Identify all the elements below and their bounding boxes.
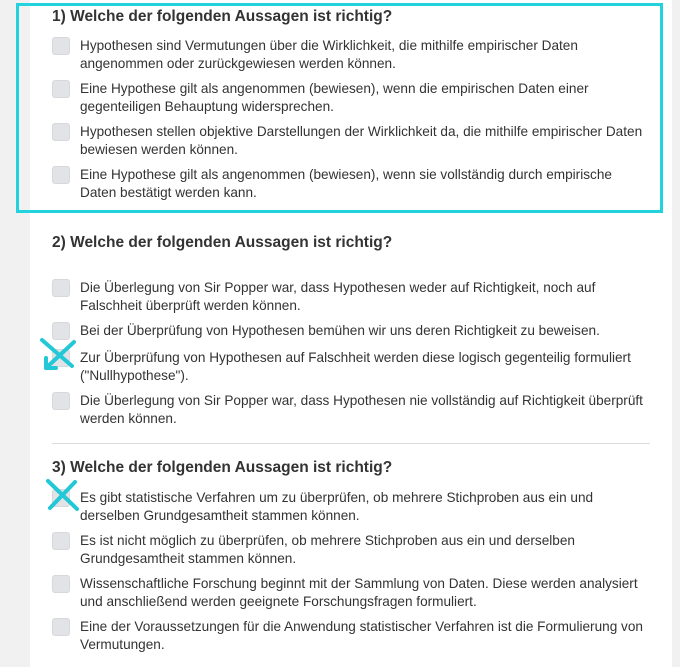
- answer-text: Wissenschaftliche Forschung beginnt mit der Sammlung von Daten. Diese werden analysiert und anschließend werden geeignete Forschungsfragen formuliert.: [80, 576, 638, 609]
- question-divider: [52, 443, 650, 444]
- answer-text: Hypothesen sind Vermutungen über die Wirklichkeit, die mithilfe empirischer Daten angenommen oder zurückgewiesen werden können.: [80, 38, 578, 71]
- answer-text: Eine Hypothese gilt als angenommen (bewiesen), wenn sie vollständig durch empirische Daten bestätigt werden kann.: [80, 167, 612, 200]
- answer-checkbox[interactable]: [52, 392, 70, 410]
- question-title: 3) Welche der folgenden Aussagen ist richtig?: [52, 459, 393, 476]
- question-highlight-frame: [16, 3, 663, 213]
- answer-text: Die Überlegung von Sir Popper war, dass Hypothesen nie vollständig auf Richtigkeit überprüft werden können.: [80, 393, 643, 426]
- answer-text: Eine Hypothese gilt als angenommen (bewiesen), wenn die empirischen Daten einer gegenteiligen Behauptung widersprechen.: [80, 81, 589, 114]
- answer-checkbox[interactable]: [52, 618, 70, 636]
- checkmark-arrow-icon: [38, 336, 80, 376]
- answer-text: Bei der Überprüfung von Hypothesen bemühen wir uns deren Richtigkeit zu beweisen.: [80, 323, 600, 338]
- answer-checkbox[interactable]: [52, 279, 70, 297]
- cross-mark-icon: [44, 478, 82, 514]
- answer-text: Es gibt statistische Verfahren um zu überprüfen, ob mehrere Stichproben aus ein und derselben Grundgesamtheit stammen können.: [80, 490, 594, 523]
- answer-text: Zur Überprüfung von Hypothesen auf Falschheit werden diese logisch gegenteilig formuliert ("Nullhypothese").: [80, 350, 631, 383]
- answer-text: Es ist nicht möglich zu überprüfen, ob mehrere Stichproben aus ein und derselben Grundgesamtheit stammen können.: [80, 533, 575, 566]
- answer-checkbox[interactable]: [52, 532, 70, 550]
- question-title: 1) Welche der folgenden Aussagen ist richtig?: [52, 8, 393, 25]
- answer-text: Hypothesen stellen objektive Darstellungen der Wirklichkeit da, die mithilfe empirischer Daten bewiesen werden können.: [80, 124, 643, 157]
- answer-text: Die Überlegung von Sir Popper war, dass Hypothesen weder auf Richtigkeit, noch auf Falschheit überprüft werden können.: [80, 280, 596, 313]
- question-title: 2) Welche der folgenden Aussagen ist richtig?: [52, 234, 393, 251]
- answer-checkbox[interactable]: [52, 575, 70, 593]
- answer-text: Eine der Voraussetzungen für die Anwendung statistischer Verfahren ist die Formulierung von Vermutungen.: [80, 619, 643, 652]
